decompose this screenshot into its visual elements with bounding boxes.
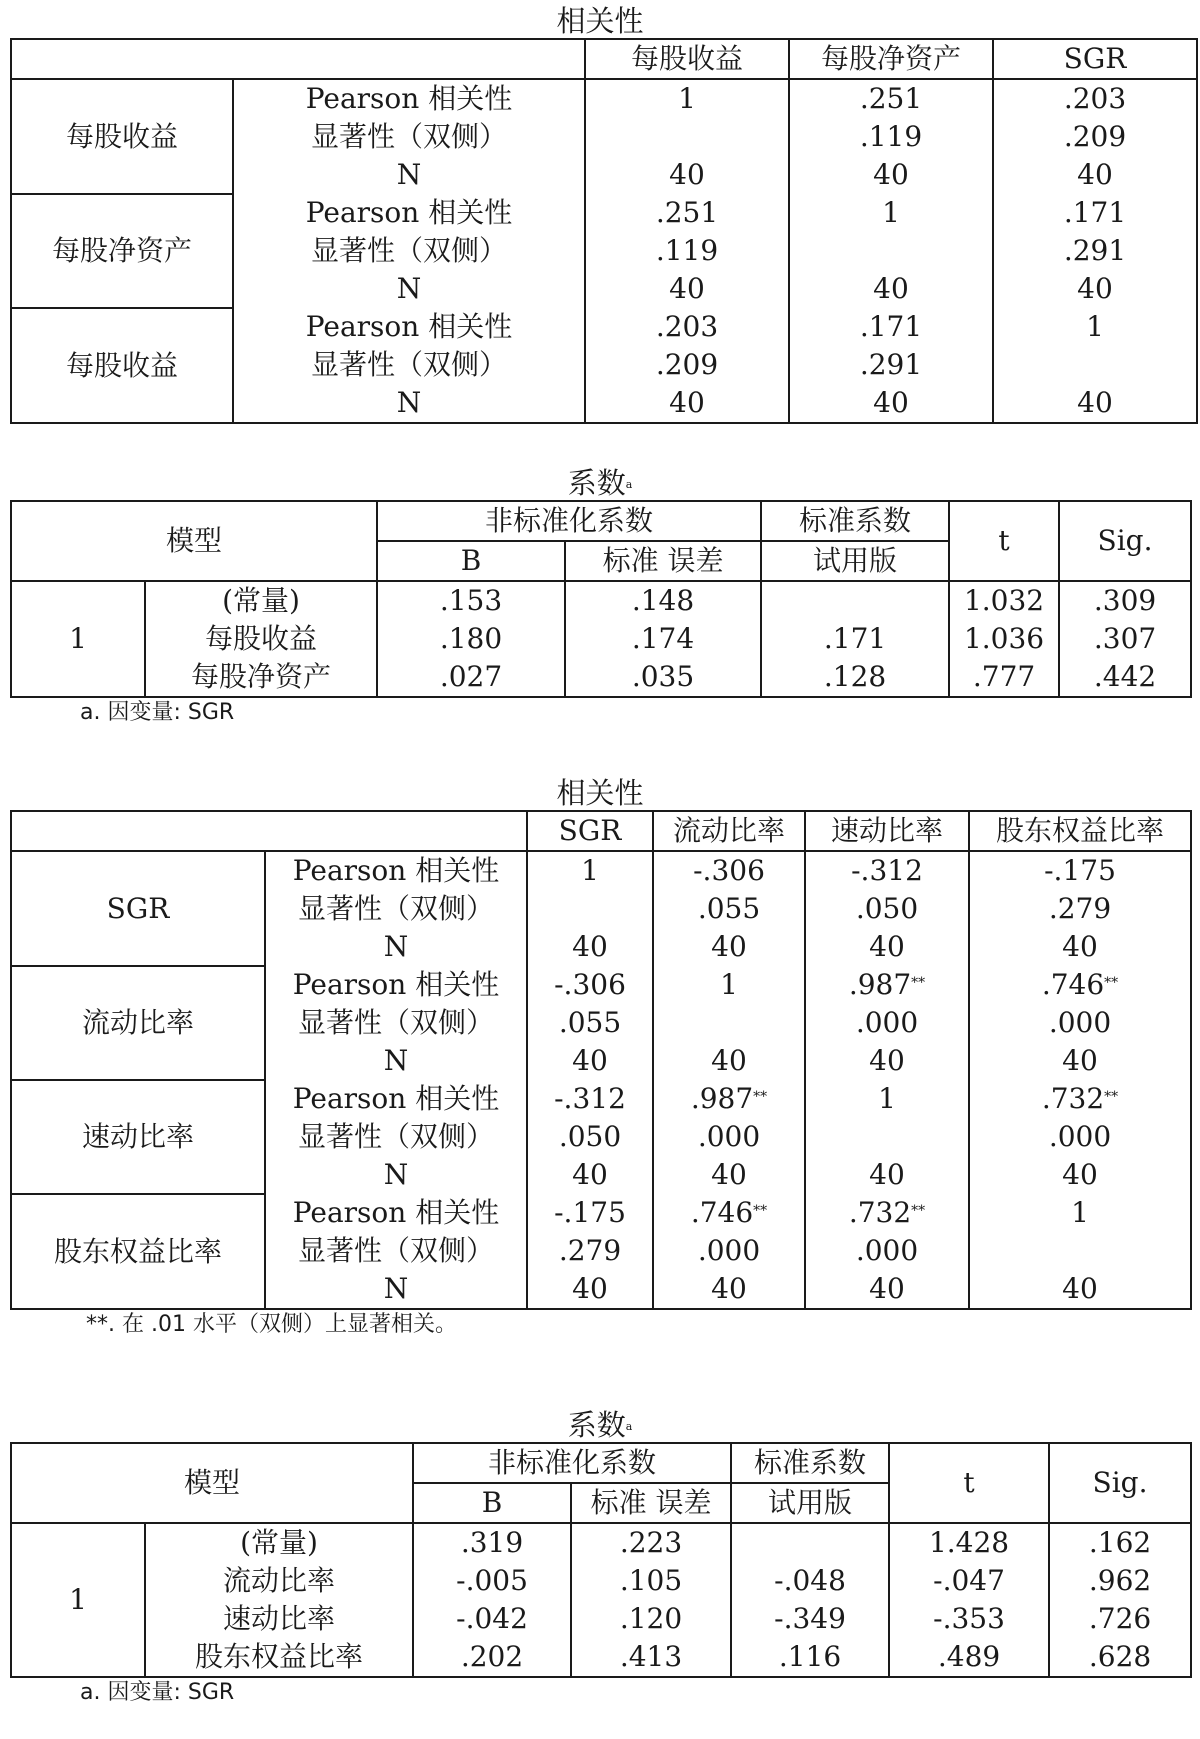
predictor-name: 股东权益比率	[145, 1638, 413, 1677]
coefficients-table-2-section	[10, 1408, 1190, 1710]
row-label: 流动比率	[11, 966, 265, 1080]
table-row	[11, 1600, 1191, 1638]
coefficients-table-2-note: a. 因变量: SGR	[80, 1680, 235, 1705]
cell-value: 40	[1062, 930, 1098, 963]
col-header: SGR	[527, 811, 653, 851]
value-cell	[653, 928, 805, 966]
stat-label: 显著性（双侧）	[265, 1232, 527, 1270]
coef-b-cell: .319	[413, 1523, 571, 1562]
value-cell	[969, 1156, 1191, 1194]
value-cell	[805, 1080, 969, 1118]
coefficients-table-1-section	[10, 466, 1190, 730]
cell-value: .251	[859, 82, 923, 115]
stat-label: Pearson 相关性	[233, 194, 585, 232]
cell-value: 40	[572, 1158, 608, 1191]
std-error-header: 标准 误差	[571, 1483, 731, 1523]
b-header: B	[413, 1483, 571, 1523]
cell-value: .000	[697, 1120, 761, 1153]
cell-value: -.306	[693, 854, 765, 887]
coef-sig-cell: .307	[1059, 620, 1191, 658]
cell-value: 40	[711, 930, 747, 963]
table-row	[11, 1194, 1191, 1232]
value-cell	[969, 851, 1191, 890]
value-cell	[527, 1004, 653, 1042]
stat-label: 显著性（双侧）	[265, 890, 527, 928]
value-cell	[527, 1270, 653, 1309]
coef-t-cell: -.353	[889, 1600, 1049, 1638]
table-row	[11, 1080, 1191, 1118]
cell-value: -.312	[554, 1082, 626, 1115]
cell-value: .209	[655, 348, 719, 381]
coef-beta-cell: .128	[761, 658, 949, 697]
value-cell	[993, 156, 1197, 194]
row-label: 股东权益比率	[11, 1194, 265, 1309]
model-header: 模型	[11, 501, 377, 581]
corner-cell	[11, 811, 527, 851]
predictor-name: 每股净资产	[145, 658, 377, 697]
value-cell	[969, 966, 1191, 1004]
value-cell	[585, 270, 789, 308]
cell-value: 1	[678, 82, 696, 115]
cell-value: 40	[572, 1272, 608, 1305]
cell-value: .050	[855, 892, 919, 925]
coef-se-cell: .148	[565, 581, 761, 620]
value-cell	[527, 1080, 653, 1118]
col-header: 速动比率	[805, 811, 969, 851]
cell-value: .055	[558, 1006, 622, 1039]
stat-label: N	[233, 270, 585, 308]
correlation-table-1	[10, 38, 1198, 424]
value-cell	[993, 384, 1197, 423]
cell-value: .291	[859, 348, 923, 381]
table-row	[11, 851, 1191, 890]
coef-beta-cell	[731, 1523, 889, 1562]
value-cell	[585, 79, 789, 118]
cell-value: .251	[655, 196, 719, 229]
coef-b-cell: -.005	[413, 1562, 571, 1600]
row-label: SGR	[11, 851, 265, 966]
coef-t-cell: 1.036	[949, 620, 1059, 658]
stat-label: Pearson 相关性	[265, 1080, 527, 1118]
value-cell	[993, 346, 1197, 384]
unstandardized-header: 非标准化系数	[413, 1443, 731, 1483]
coefficients-body	[11, 1523, 1191, 1677]
value-cell	[993, 194, 1197, 232]
correlation-table-2-section	[10, 776, 1190, 1342]
table-row	[11, 658, 1191, 697]
value-cell	[805, 1042, 969, 1080]
stat-label: 显著性（双侧）	[265, 1004, 527, 1042]
stat-label: N	[265, 1270, 527, 1309]
significance-stars: **	[911, 975, 926, 991]
value-cell	[527, 928, 653, 966]
value-cell	[805, 851, 969, 890]
coef-t-cell: 1.032	[949, 581, 1059, 620]
correlation-table-1-body	[11, 79, 1197, 423]
value-cell	[805, 1194, 969, 1232]
coef-b-cell: .153	[377, 581, 565, 620]
value-cell	[969, 928, 1191, 966]
beta-header: 试用版	[731, 1483, 889, 1523]
value-cell	[789, 346, 993, 384]
value-cell	[789, 232, 993, 270]
predictor-name: 速动比率	[145, 1600, 413, 1638]
cell-value: 40	[572, 1044, 608, 1077]
cell-value: 40	[869, 1158, 905, 1191]
cell-value: .987	[848, 968, 912, 1001]
stat-label: 显著性（双侧）	[233, 346, 585, 384]
std-error-header: 标准 误差	[565, 541, 761, 581]
value-cell	[585, 156, 789, 194]
cell-value: 40	[1077, 386, 1113, 419]
coef-se-cell: .035	[565, 658, 761, 697]
value-cell	[653, 1080, 805, 1118]
cell-value: 40	[669, 386, 705, 419]
value-cell	[653, 1194, 805, 1232]
t-header: t	[949, 501, 1059, 581]
predictor-name: (常量)	[145, 581, 377, 620]
cell-value: .000	[855, 1006, 919, 1039]
value-cell	[805, 1232, 969, 1270]
stat-label: 显著性（双侧）	[233, 118, 585, 156]
b-header: B	[377, 541, 565, 581]
stat-label: N	[265, 1156, 527, 1194]
coef-se-cell: .413	[571, 1638, 731, 1677]
value-cell	[653, 851, 805, 890]
sig-header: Sig.	[1059, 501, 1191, 581]
significance-note: **. 在 .01 水平（双侧）上显著相关。	[86, 1312, 457, 1337]
unstandardized-header: 非标准化系数	[377, 501, 761, 541]
col-header: 流动比率	[653, 811, 805, 851]
correlation-table-2-title: 相关性	[556, 776, 644, 810]
cell-value: .746	[1041, 968, 1105, 1001]
value-cell	[585, 194, 789, 232]
coefficients-table-1-title: 系数$^a$	[567, 466, 633, 500]
value-cell	[789, 194, 993, 232]
coefficients-header	[11, 501, 1191, 581]
row-label: 每股收益	[11, 79, 233, 194]
value-cell	[805, 928, 969, 966]
value-cell	[789, 270, 993, 308]
value-cell	[969, 1194, 1191, 1232]
t-header: t	[889, 1443, 1049, 1523]
cell-value: .000	[697, 1234, 761, 1267]
value-cell	[993, 118, 1197, 156]
coef-b-cell: -.042	[413, 1600, 571, 1638]
cell-value: 1	[720, 968, 738, 1001]
coef-t-cell: 1.428	[889, 1523, 1049, 1562]
cell-value: 40	[873, 386, 909, 419]
stat-label: 显著性（双侧）	[233, 232, 585, 270]
coef-beta-cell: -.349	[731, 1600, 889, 1638]
stat-label: N	[265, 1042, 527, 1080]
coef-beta-cell: -.048	[731, 1562, 889, 1600]
value-cell	[789, 79, 993, 118]
value-cell	[653, 1004, 805, 1042]
significance-stars: **	[1104, 975, 1119, 991]
coef-b-cell: .027	[377, 658, 565, 697]
correlation-table-1-title: 相关性	[556, 4, 644, 38]
stat-label: N	[233, 156, 585, 194]
cell-value: .119	[655, 234, 719, 267]
table-row	[11, 308, 1197, 346]
coef-sig-cell: .309	[1059, 581, 1191, 620]
cell-value: -.175	[554, 1196, 626, 1229]
value-cell	[993, 308, 1197, 346]
significance-stars: **	[1104, 1089, 1119, 1105]
cell-value: 1	[1071, 1196, 1089, 1229]
cell-value: .279	[558, 1234, 622, 1267]
predictor-name: 每股收益	[145, 620, 377, 658]
predictor-name: (常量)	[145, 1523, 413, 1562]
cell-value: 40	[711, 1044, 747, 1077]
stat-label: Pearson 相关性	[265, 851, 527, 890]
cell-value: 40	[869, 930, 905, 963]
value-cell	[527, 890, 653, 928]
value-cell	[653, 1042, 805, 1080]
cell-value: 40	[873, 272, 909, 305]
stat-label: Pearson 相关性	[265, 966, 527, 1004]
cell-value: 40	[669, 272, 705, 305]
cell-value: .000	[855, 1234, 919, 1267]
significance-stars: **	[753, 1203, 768, 1219]
cell-value: .732	[1041, 1082, 1105, 1115]
value-cell	[993, 232, 1197, 270]
standardized-header: 标准系数	[761, 501, 949, 541]
correlation-table-2-header	[11, 811, 1191, 851]
cell-value: -.175	[1044, 854, 1116, 887]
value-cell	[527, 1232, 653, 1270]
coefficients-table	[10, 500, 1192, 698]
cell-value: .291	[1063, 234, 1127, 267]
table-row	[11, 1562, 1191, 1600]
cell-value: 40	[669, 158, 705, 191]
value-cell	[527, 1042, 653, 1080]
significance-stars: **	[911, 1203, 926, 1219]
value-cell	[969, 1080, 1191, 1118]
coef-b-cell: .180	[377, 620, 565, 658]
coef-sig-cell: .628	[1049, 1638, 1191, 1677]
cell-value: .746	[690, 1196, 754, 1229]
value-cell	[805, 1156, 969, 1194]
stat-label: 显著性（双侧）	[265, 1118, 527, 1156]
value-cell	[585, 308, 789, 346]
table-row	[11, 620, 1191, 658]
coef-beta-cell: .171	[761, 620, 949, 658]
header-row	[11, 501, 1191, 541]
cell-value: 1	[878, 1082, 896, 1115]
table-row	[11, 79, 1197, 118]
value-cell	[653, 1270, 805, 1309]
stat-label: Pearson 相关性	[265, 1194, 527, 1232]
beta-header: 试用版	[761, 541, 949, 581]
corner-cell	[11, 39, 585, 79]
cell-value: .209	[1063, 120, 1127, 153]
table-row	[11, 581, 1191, 620]
value-cell	[653, 1232, 805, 1270]
coef-sig-cell: .162	[1049, 1523, 1191, 1562]
value-cell	[805, 1004, 969, 1042]
cell-value: 40	[711, 1272, 747, 1305]
cell-value: .279	[1048, 892, 1112, 925]
coef-t-cell: .777	[949, 658, 1059, 697]
cell-value: 40	[572, 930, 608, 963]
coefficients-table	[10, 1442, 1192, 1678]
cell-value: .171	[859, 310, 923, 343]
cell-value: 1	[581, 854, 599, 887]
cell-value: 40	[873, 158, 909, 191]
table-row	[11, 194, 1197, 232]
value-cell	[585, 118, 789, 156]
value-cell	[805, 966, 969, 1004]
predictor-name: 流动比率	[145, 1562, 413, 1600]
coef-se-cell: .120	[571, 1600, 731, 1638]
cell-value: -.306	[554, 968, 626, 1001]
value-cell	[527, 1118, 653, 1156]
cell-value: 40	[869, 1272, 905, 1305]
value-cell	[585, 384, 789, 423]
correlation-table-1-header	[11, 39, 1197, 79]
stat-label: N	[265, 928, 527, 966]
value-cell	[969, 1118, 1191, 1156]
cell-value: .050	[558, 1120, 622, 1153]
cell-value: .203	[1063, 82, 1127, 115]
table-row	[11, 1638, 1191, 1677]
cell-value: .000	[1048, 1120, 1112, 1153]
value-cell	[969, 1042, 1191, 1080]
cell-value: .119	[859, 120, 923, 153]
value-cell	[993, 270, 1197, 308]
coef-se-cell: .105	[571, 1562, 731, 1600]
header-row	[11, 1443, 1191, 1483]
value-cell	[789, 308, 993, 346]
value-cell	[527, 966, 653, 1004]
model-number: 1	[11, 581, 145, 697]
coef-t-cell: .489	[889, 1638, 1049, 1677]
standardized-header: 标准系数	[731, 1443, 889, 1483]
table-row	[11, 966, 1191, 1004]
coef-se-cell: .174	[565, 620, 761, 658]
row-label: 每股收益	[11, 308, 233, 423]
value-cell	[969, 1270, 1191, 1309]
table-row	[11, 1523, 1191, 1562]
value-cell	[527, 1194, 653, 1232]
col-header: 股东权益比率	[969, 811, 1191, 851]
significance-stars: **	[753, 1089, 768, 1105]
col-header: SGR	[993, 39, 1197, 79]
correlation-table-1-section	[10, 4, 1190, 424]
coef-sig-cell: .726	[1049, 1600, 1191, 1638]
value-cell	[805, 1118, 969, 1156]
coef-sig-cell: .962	[1049, 1562, 1191, 1600]
value-cell	[969, 890, 1191, 928]
row-label: 每股净资产	[11, 194, 233, 308]
value-cell	[805, 890, 969, 928]
cell-value: 40	[1062, 1158, 1098, 1191]
cell-value: .171	[1063, 196, 1127, 229]
cell-value: 40	[1062, 1272, 1098, 1305]
coefficients-header	[11, 1443, 1191, 1523]
coefficients-body	[11, 581, 1191, 697]
cell-value: 40	[1062, 1044, 1098, 1077]
coef-se-cell: .223	[571, 1523, 731, 1562]
cell-value: 40	[869, 1044, 905, 1077]
value-cell	[585, 232, 789, 270]
coef-beta-cell	[761, 581, 949, 620]
correlation-table-2	[10, 810, 1192, 1310]
coef-b-cell: .202	[413, 1638, 571, 1677]
value-cell	[805, 1270, 969, 1309]
cell-value: .203	[655, 310, 719, 343]
coef-t-cell: -.047	[889, 1562, 1049, 1600]
cell-value: 1	[882, 196, 900, 229]
cell-value: 40	[1077, 158, 1113, 191]
cell-value: .055	[697, 892, 761, 925]
coef-beta-cell: .116	[731, 1638, 889, 1677]
cell-value: 40	[1077, 272, 1113, 305]
value-cell	[789, 118, 993, 156]
cell-value: .987	[690, 1082, 754, 1115]
value-cell	[969, 1004, 1191, 1042]
value-cell	[969, 1232, 1191, 1270]
coefficients-table-2-title: 系数$^a$	[567, 1408, 633, 1442]
value-cell	[527, 1156, 653, 1194]
model-header: 模型	[11, 1443, 413, 1523]
sig-header: Sig.	[1049, 1443, 1191, 1523]
model-number: 1	[11, 1523, 145, 1677]
correlation-table-2-body	[11, 851, 1191, 1309]
cell-value: 1	[1086, 310, 1104, 343]
value-cell	[585, 346, 789, 384]
value-cell	[527, 851, 653, 890]
value-cell	[653, 890, 805, 928]
value-cell	[993, 79, 1197, 118]
stat-label: Pearson 相关性	[233, 308, 585, 346]
value-cell	[653, 1156, 805, 1194]
value-cell	[653, 966, 805, 1004]
cell-value: -.312	[851, 854, 923, 887]
stat-label: N	[233, 384, 585, 423]
coefficients-table-1-note: a. 因变量: SGR	[80, 700, 235, 725]
cell-value: 40	[711, 1158, 747, 1191]
cell-value: .000	[1048, 1006, 1112, 1039]
value-cell	[789, 156, 993, 194]
stat-label: Pearson 相关性	[233, 79, 585, 118]
coef-sig-cell: .442	[1059, 658, 1191, 697]
value-cell	[789, 384, 993, 423]
col-header: 每股收益	[585, 39, 789, 79]
value-cell	[653, 1118, 805, 1156]
row-label: 速动比率	[11, 1080, 265, 1194]
col-header: 每股净资产	[789, 39, 993, 79]
cell-value: .732	[848, 1196, 912, 1229]
